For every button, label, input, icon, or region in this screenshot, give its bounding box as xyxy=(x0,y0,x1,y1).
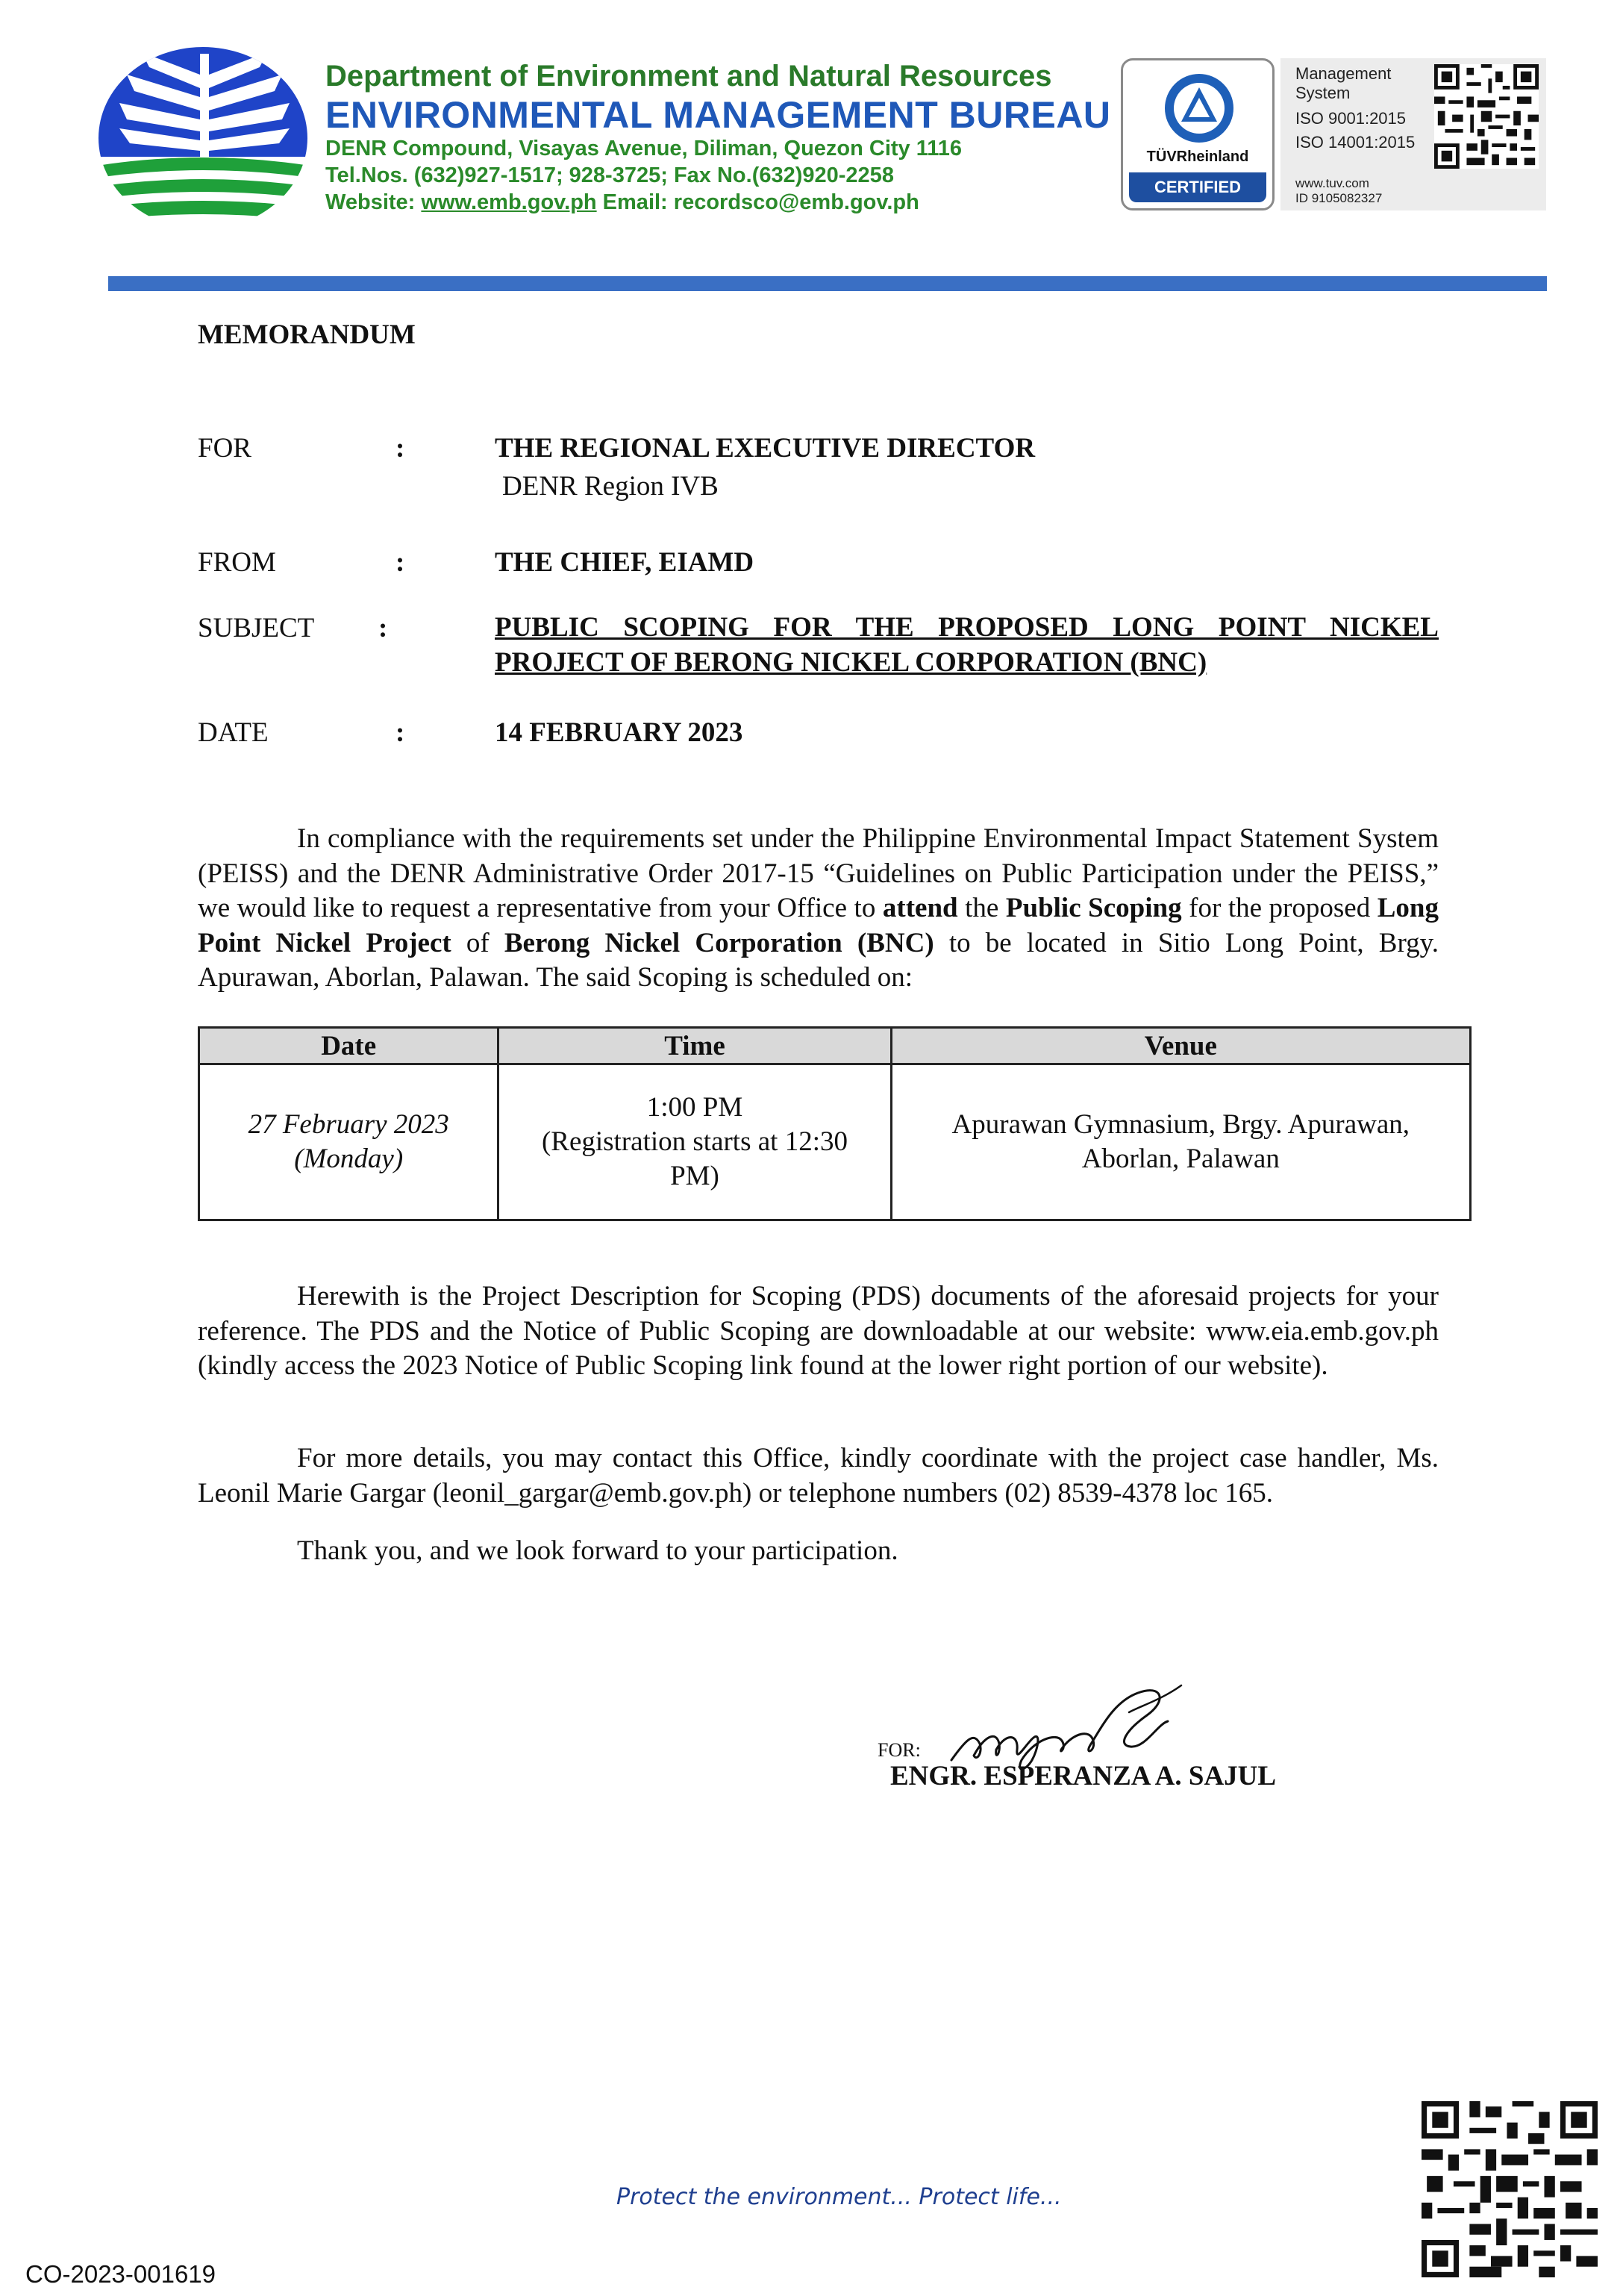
certified-label: CERTIFIED xyxy=(1129,172,1266,202)
telephone: Tel.Nos. (632)927-1517; 928-3725; Fax No.(632)920-2258 xyxy=(325,163,894,187)
memo-title: MEMORANDUM xyxy=(198,319,416,350)
tuv-brand: TÜVRheinland xyxy=(1146,149,1249,165)
from-sender: THE CHIEF, EIAMD xyxy=(495,547,754,578)
paragraph-pds: Herewith is the Project Description for Scoping (PDS) documents of the aforesaid projects for your reference. The PDS and the Notice of Public Scoping are downloadable at our website: www.eia.emb.gov.ph (kindly access the 2023 Notice of Public Scoping link found at the lower right portion of our website). xyxy=(198,1281,1439,1381)
subject-text xyxy=(495,610,1439,680)
tuv-id: ID 9105082327 xyxy=(1295,191,1383,205)
for-recipient: THE REGIONAL EXECUTIVE DIRECTOR xyxy=(495,433,1036,464)
schedule-date: 27 February 2023 (Monday) xyxy=(199,1064,498,1220)
header-venue: Venue xyxy=(891,1028,1470,1064)
for-label: FOR xyxy=(198,433,251,464)
table-row xyxy=(199,1064,1471,1220)
attend-emphasis: attend xyxy=(882,893,958,923)
bureau-name: ENVIRONMENTAL MANAGEMENT BUREAU xyxy=(325,94,1111,136)
qr-code-icon xyxy=(1422,2101,1598,2277)
date-label: DATE xyxy=(198,717,269,748)
contact-line xyxy=(325,190,919,215)
header-date: Date xyxy=(199,1028,498,1064)
paragraph-contact: For more details, you may contact this Office, kindly coordinate with the project case handler, Ms. Leonil Marie Gargar (leonil_gargar@emb.gov.ph) or telephone numbers (02) 8539-4378 loc 165. xyxy=(198,1443,1439,1509)
department-name: Department of Environment and Natural Resources xyxy=(325,60,1052,93)
subject-line-2: PROJECT OF BERONG NICKEL CORPORATION (BNC) xyxy=(495,647,1207,678)
tuv-certification-badge xyxy=(1121,58,1275,210)
website-link[interactable]: www.emb.gov.ph xyxy=(421,190,597,214)
for-signatory-label: FOR: xyxy=(878,1739,921,1761)
email-address: recordsco@emb.gov.ph xyxy=(673,190,919,214)
for-colon: : xyxy=(395,433,405,464)
schedule-venue: Apurawan Gymnasium, Brgy. Apurawan, Aborlan, Palawan xyxy=(891,1064,1470,1220)
from-label: FROM xyxy=(198,547,276,578)
header-time: Time xyxy=(498,1028,891,1064)
header-divider-bar xyxy=(108,276,1547,291)
tuv-url: www.tuv.com xyxy=(1295,176,1369,190)
company-name: Berong Nickel Corporation (BNC) xyxy=(504,927,934,958)
subject-colon: : xyxy=(378,613,388,643)
date-colon: : xyxy=(395,717,405,748)
paragraph-closing: Thank you, and we look forward to your participation. xyxy=(297,1535,898,1566)
paragraph-request: In compliance with the requirements set under the Philippine Environmental Impact Statement System (PEISS) and the DENR Administrative Order 2017-15 “Guidelines on Public Participation under the PEISS,” we would like to request a representative from your Office to attend the Public Scoping for the proposed Long Point Nickel Project of Berong Nickel Corporation (BNC) to be located in Sitio Long Point, Brgy. Apurawan, Aborlan, Palawan. The said Scoping is scheduled on: xyxy=(198,823,1439,993)
for-recipient-office: DENR Region IVB xyxy=(502,471,719,502)
public-scoping-emphasis: Public Scoping xyxy=(1005,893,1182,923)
schedule-table xyxy=(198,1026,1472,1221)
tuv-triangle-icon xyxy=(1159,71,1239,146)
table-header-row xyxy=(199,1028,1471,1064)
address: DENR Compound, Visayas Avenue, Diliman, Quezon City 1116 xyxy=(325,137,963,160)
iso-certification-panel xyxy=(1280,58,1546,210)
memo-date: 14 FEBRUARY 2023 xyxy=(495,717,743,748)
subject-label: SUBJECT xyxy=(198,613,315,643)
email-label: Email: xyxy=(596,190,674,214)
system-label: System xyxy=(1295,84,1351,102)
schedule-time: 1:00 PM (Registration starts at 12:30 PM) xyxy=(498,1064,891,1220)
subject-line-1: PUBLIC SCOPING FOR THE PROPOSED LONG POINT NICKEL xyxy=(495,612,1439,643)
project-name: Long Point Nickel Project xyxy=(198,893,1439,958)
iso-14001: ISO 14001:2015 xyxy=(1295,133,1416,152)
from-colon: : xyxy=(395,547,405,578)
website-label: Website: xyxy=(325,190,422,214)
control-number: CO-2023-001619 xyxy=(25,2260,216,2288)
signatory-name: ENGR. ESPERANZA A. SAJUL xyxy=(890,1761,1277,1791)
qr-code-icon xyxy=(1434,64,1539,169)
management-label: Management xyxy=(1295,64,1392,83)
iso-9001: ISO 9001:2015 xyxy=(1295,109,1407,128)
denr-logo xyxy=(97,45,310,231)
footer-motto: Protect the environment... Protect life... xyxy=(616,2184,1062,2210)
